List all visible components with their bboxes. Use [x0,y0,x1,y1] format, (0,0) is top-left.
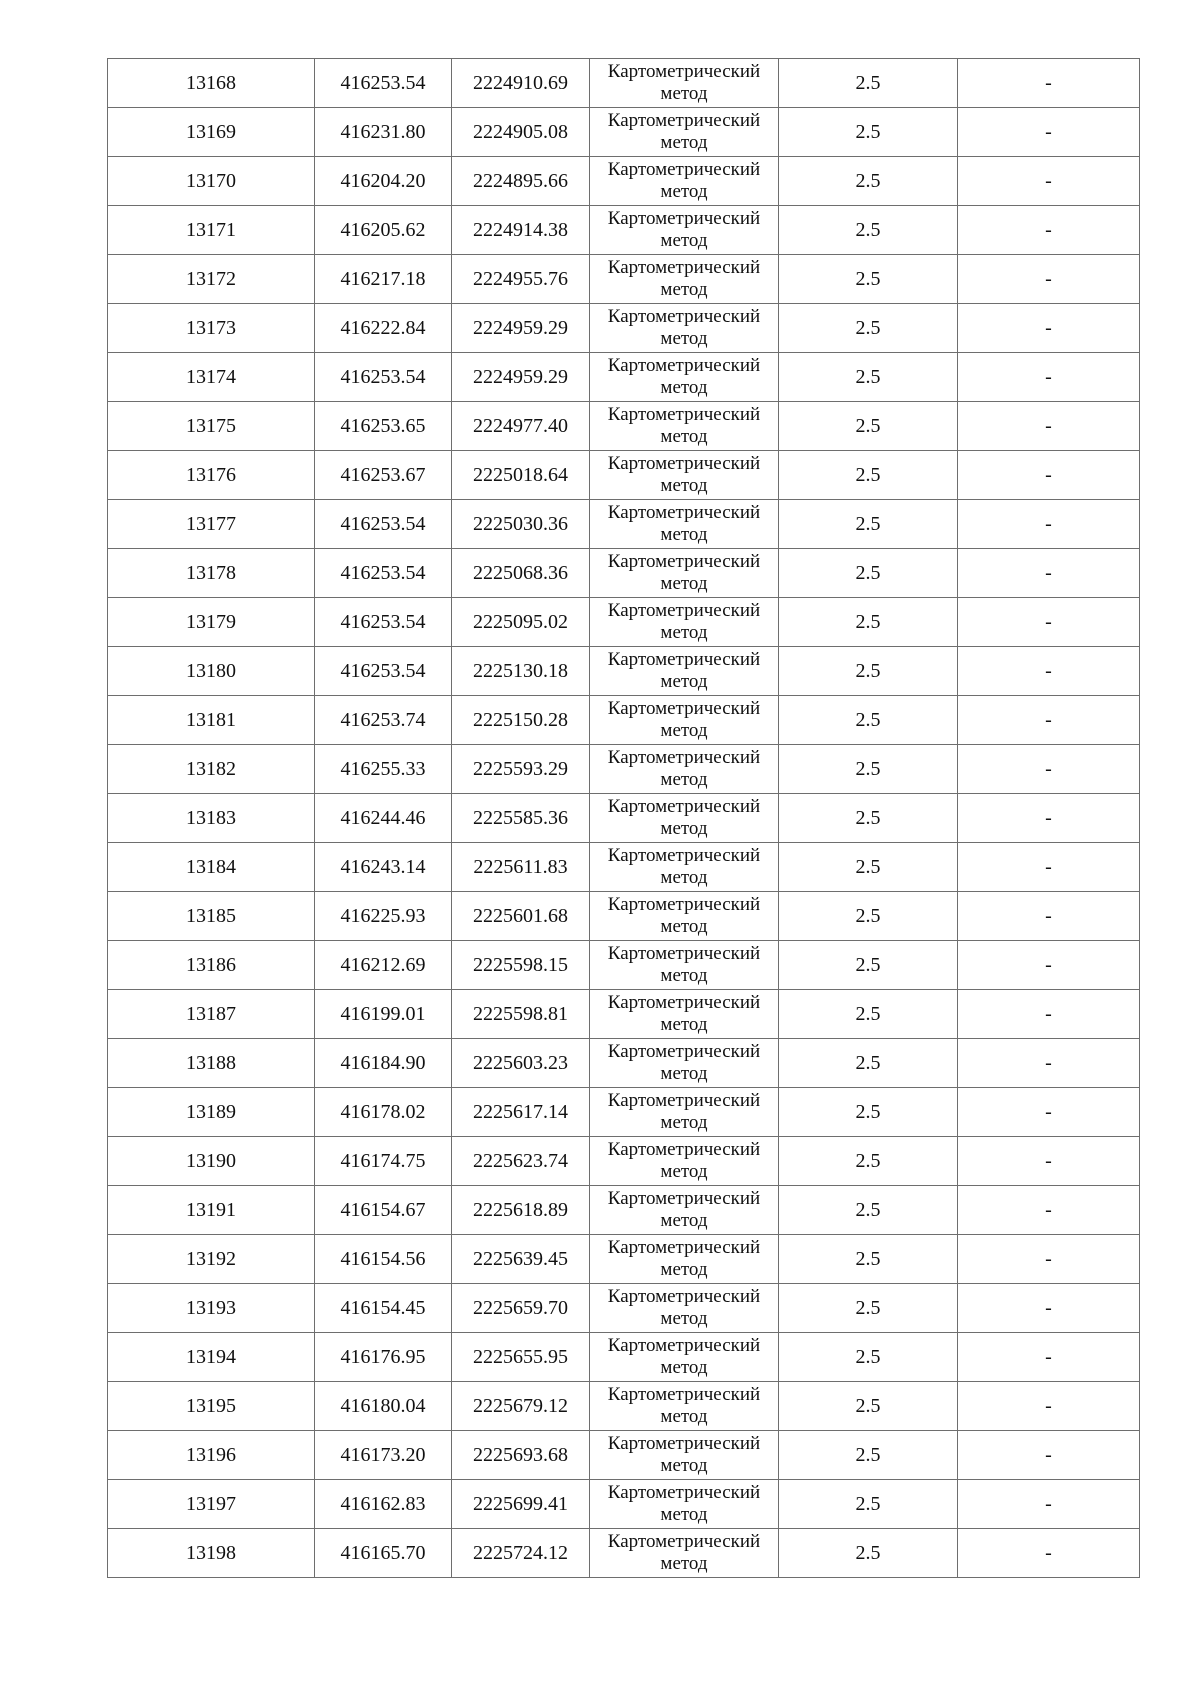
method-line-2: метод [660,279,708,300]
method-line-1: Картометрический [607,61,761,82]
error-cell: 2.5 [779,1431,958,1480]
method-cell [590,696,779,745]
table-row [108,500,1140,549]
point-number-cell: 13179 [108,598,315,647]
method-line-2: метод [660,1455,708,1476]
method-line-1: Картометрический [607,1531,761,1552]
note-cell: - [958,941,1140,990]
method-line-2: метод [660,1210,708,1231]
y-coordinate-cell: 2224955.76 [452,255,590,304]
table-row [108,59,1140,108]
method-line-2: метод [660,1112,708,1133]
method-cell [590,892,779,941]
x-coordinate-cell: 416165.70 [315,1529,452,1578]
method-line-2: метод [660,475,708,496]
method-line-1: Картометрический [607,404,761,425]
method-cell [590,1186,779,1235]
error-cell: 2.5 [779,206,958,255]
error-cell: 2.5 [779,157,958,206]
method-line-1: Картометрический [607,943,761,964]
point-number-cell: 13170 [108,157,315,206]
y-coordinate-cell: 2224977.40 [452,402,590,451]
method-line-2: метод [660,230,708,251]
method-cell [590,1529,779,1578]
x-coordinate-cell: 416205.62 [315,206,452,255]
x-coordinate-cell: 416253.54 [315,549,452,598]
table-row [108,549,1140,598]
y-coordinate-cell: 2225603.23 [452,1039,590,1088]
error-cell: 2.5 [779,304,958,353]
point-number-cell: 13194 [108,1333,315,1382]
table-row [108,108,1140,157]
y-coordinate-cell: 2225623.74 [452,1137,590,1186]
y-coordinate-cell: 2225598.15 [452,941,590,990]
method-cell [590,1039,779,1088]
method-line-2: метод [660,1504,708,1525]
method-cell [590,549,779,598]
error-cell: 2.5 [779,647,958,696]
note-cell: - [958,598,1140,647]
method-line-1: Картометрический [607,747,761,768]
method-line-1: Картометрический [607,453,761,474]
y-coordinate-cell: 2225068.36 [452,549,590,598]
method-cell [590,1333,779,1382]
method-cell [590,402,779,451]
table-row [108,402,1140,451]
method-line-1: Картометрический [607,698,761,719]
note-cell: - [958,1284,1140,1333]
table-row [108,353,1140,402]
table-row [108,647,1140,696]
error-cell: 2.5 [779,892,958,941]
method-line-2: метод [660,181,708,202]
point-number-cell: 13183 [108,794,315,843]
method-line-2: метод [660,867,708,888]
method-cell [590,206,779,255]
note-cell: - [958,1431,1140,1480]
method-line-1: Картометрический [607,159,761,180]
point-number-cell: 13185 [108,892,315,941]
table-row [108,843,1140,892]
note-cell: - [958,1186,1140,1235]
method-line-2: метод [660,377,708,398]
error-cell: 2.5 [779,1039,958,1088]
point-number-cell: 13172 [108,255,315,304]
method-line-2: метод [660,1063,708,1084]
method-line-1: Картометрический [607,208,761,229]
point-number-cell: 13180 [108,647,315,696]
point-number-cell: 13198 [108,1529,315,1578]
method-cell [590,500,779,549]
x-coordinate-cell: 416180.04 [315,1382,452,1431]
method-line-2: метод [660,1553,708,1574]
x-coordinate-cell: 416204.20 [315,157,452,206]
method-cell [590,794,779,843]
y-coordinate-cell: 2225598.81 [452,990,590,1039]
y-coordinate-cell: 2224910.69 [452,59,590,108]
y-coordinate-cell: 2225593.29 [452,745,590,794]
point-number-cell: 13197 [108,1480,315,1529]
x-coordinate-cell: 416253.54 [315,59,452,108]
method-cell [590,157,779,206]
method-line-2: метод [660,426,708,447]
note-cell: - [958,1137,1140,1186]
table-row [108,304,1140,353]
coordinates-table [107,58,1140,1578]
x-coordinate-cell: 416253.74 [315,696,452,745]
x-coordinate-cell: 416212.69 [315,941,452,990]
point-number-cell: 13184 [108,843,315,892]
error-cell: 2.5 [779,1529,958,1578]
point-number-cell: 13193 [108,1284,315,1333]
note-cell: - [958,108,1140,157]
point-number-cell: 13171 [108,206,315,255]
error-cell: 2.5 [779,990,958,1039]
table-row [108,1039,1140,1088]
error-cell: 2.5 [779,1284,958,1333]
point-number-cell: 13181 [108,696,315,745]
method-line-2: метод [660,132,708,153]
y-coordinate-cell: 2224959.29 [452,304,590,353]
method-line-1: Картометрический [607,502,761,523]
point-number-cell: 13188 [108,1039,315,1088]
point-number-cell: 13182 [108,745,315,794]
error-cell: 2.5 [779,794,958,843]
error-cell: 2.5 [779,843,958,892]
table-row [108,1431,1140,1480]
x-coordinate-cell: 416162.83 [315,1480,452,1529]
error-cell: 2.5 [779,1480,958,1529]
x-coordinate-cell: 416253.65 [315,402,452,451]
x-coordinate-cell: 416253.67 [315,451,452,500]
y-coordinate-cell: 2225601.68 [452,892,590,941]
note-cell: - [958,157,1140,206]
x-coordinate-cell: 416231.80 [315,108,452,157]
method-cell [590,1382,779,1431]
error-cell: 2.5 [779,598,958,647]
table-row [108,1137,1140,1186]
point-number-cell: 13173 [108,304,315,353]
table-row [108,157,1140,206]
note-cell: - [958,549,1140,598]
x-coordinate-cell: 416184.90 [315,1039,452,1088]
error-cell: 2.5 [779,941,958,990]
x-coordinate-cell: 416243.14 [315,843,452,892]
note-cell: - [958,500,1140,549]
error-cell: 2.5 [779,1088,958,1137]
method-line-2: метод [660,916,708,937]
note-cell: - [958,647,1140,696]
point-number-cell: 13191 [108,1186,315,1235]
method-line-2: метод [660,1357,708,1378]
note-cell: - [958,1529,1140,1578]
error-cell: 2.5 [779,1333,958,1382]
note-cell: - [958,402,1140,451]
method-cell [590,598,779,647]
method-line-2: метод [660,1308,708,1329]
error-cell: 2.5 [779,402,958,451]
method-line-2: метод [660,1014,708,1035]
x-coordinate-cell: 416217.18 [315,255,452,304]
table-row [108,451,1140,500]
table-row [108,1284,1140,1333]
note-cell: - [958,1088,1140,1137]
x-coordinate-cell: 416253.54 [315,353,452,402]
method-line-2: метод [660,328,708,349]
method-cell [590,1235,779,1284]
y-coordinate-cell: 2225018.64 [452,451,590,500]
method-cell [590,353,779,402]
y-coordinate-cell: 2224914.38 [452,206,590,255]
method-cell [590,941,779,990]
method-cell [590,745,779,794]
method-line-1: Картометрический [607,1286,761,1307]
point-number-cell: 13169 [108,108,315,157]
method-line-2: метод [660,720,708,741]
note-cell: - [958,1382,1140,1431]
note-cell: - [958,990,1140,1039]
table-row [108,1186,1140,1235]
method-line-1: Картометрический [607,796,761,817]
table-row [108,794,1140,843]
y-coordinate-cell: 2225150.28 [452,696,590,745]
error-cell: 2.5 [779,59,958,108]
x-coordinate-cell: 416154.56 [315,1235,452,1284]
method-cell [590,59,779,108]
error-cell: 2.5 [779,353,958,402]
note-cell: - [958,353,1140,402]
error-cell: 2.5 [779,1382,958,1431]
note-cell: - [958,892,1140,941]
method-cell [590,255,779,304]
x-coordinate-cell: 416225.93 [315,892,452,941]
note-cell: - [958,1480,1140,1529]
method-line-2: метод [660,573,708,594]
point-number-cell: 13187 [108,990,315,1039]
method-line-2: метод [660,818,708,839]
note-cell: - [958,1235,1140,1284]
y-coordinate-cell: 2225655.95 [452,1333,590,1382]
y-coordinate-cell: 2225618.89 [452,1186,590,1235]
x-coordinate-cell: 416176.95 [315,1333,452,1382]
method-line-1: Картометрический [607,1335,761,1356]
note-cell: - [958,206,1140,255]
error-cell: 2.5 [779,1137,958,1186]
method-cell [590,304,779,353]
method-line-2: метод [660,769,708,790]
note-cell: - [958,696,1140,745]
method-cell [590,108,779,157]
method-line-1: Картометрический [607,1482,761,1503]
method-line-2: метод [660,622,708,643]
y-coordinate-cell: 2224905.08 [452,108,590,157]
y-coordinate-cell: 2225617.14 [452,1088,590,1137]
table-row [108,1480,1140,1529]
method-cell [590,1431,779,1480]
table-row [108,990,1140,1039]
method-line-2: метод [660,965,708,986]
x-coordinate-cell: 416173.20 [315,1431,452,1480]
method-line-1: Картометрический [607,992,761,1013]
method-cell [590,1088,779,1137]
method-line-2: метод [660,1161,708,1182]
y-coordinate-cell: 2225639.45 [452,1235,590,1284]
error-cell: 2.5 [779,255,958,304]
method-line-1: Картометрический [607,257,761,278]
x-coordinate-cell: 416244.46 [315,794,452,843]
method-cell [590,451,779,500]
x-coordinate-cell: 416154.67 [315,1186,452,1235]
method-cell [590,1480,779,1529]
method-line-1: Картометрический [607,894,761,915]
table-row [108,1088,1140,1137]
method-line-1: Картометрический [607,551,761,572]
method-line-1: Картометрический [607,1090,761,1111]
x-coordinate-cell: 416253.54 [315,500,452,549]
point-number-cell: 13192 [108,1235,315,1284]
error-cell: 2.5 [779,500,958,549]
table-row [108,1529,1140,1578]
y-coordinate-cell: 2225585.36 [452,794,590,843]
x-coordinate-cell: 416178.02 [315,1088,452,1137]
table-body [108,59,1140,1578]
point-number-cell: 13190 [108,1137,315,1186]
y-coordinate-cell: 2225724.12 [452,1529,590,1578]
x-coordinate-cell: 416174.75 [315,1137,452,1186]
method-line-2: метод [660,671,708,692]
method-line-2: метод [660,1406,708,1427]
table-row [108,255,1140,304]
table-row [108,696,1140,745]
point-number-cell: 13178 [108,549,315,598]
point-number-cell: 13189 [108,1088,315,1137]
y-coordinate-cell: 2224895.66 [452,157,590,206]
table-row [108,1333,1140,1382]
point-number-cell: 13196 [108,1431,315,1480]
y-coordinate-cell: 2225699.41 [452,1480,590,1529]
error-cell: 2.5 [779,745,958,794]
x-coordinate-cell: 416255.33 [315,745,452,794]
method-line-1: Картометрический [607,1237,761,1258]
note-cell: - [958,1039,1140,1088]
table-row [108,745,1140,794]
error-cell: 2.5 [779,108,958,157]
point-number-cell: 13168 [108,59,315,108]
method-line-1: Картометрический [607,649,761,670]
error-cell: 2.5 [779,1235,958,1284]
method-cell [590,647,779,696]
note-cell: - [958,1333,1140,1382]
method-cell [590,1137,779,1186]
x-coordinate-cell: 416222.84 [315,304,452,353]
error-cell: 2.5 [779,549,958,598]
method-line-1: Картометрический [607,845,761,866]
error-cell: 2.5 [779,1186,958,1235]
y-coordinate-cell: 2225659.70 [452,1284,590,1333]
note-cell: - [958,843,1140,892]
method-line-2: метод [660,1259,708,1280]
table-row [108,892,1140,941]
y-coordinate-cell: 2225611.83 [452,843,590,892]
y-coordinate-cell: 2225130.18 [452,647,590,696]
note-cell: - [958,59,1140,108]
x-coordinate-cell: 416154.45 [315,1284,452,1333]
table-row [108,1382,1140,1431]
error-cell: 2.5 [779,696,958,745]
table-row [108,206,1140,255]
method-line-1: Картометрический [607,355,761,376]
note-cell: - [958,451,1140,500]
note-cell: - [958,255,1140,304]
note-cell: - [958,794,1140,843]
point-number-cell: 13186 [108,941,315,990]
method-line-2: метод [660,524,708,545]
error-cell: 2.5 [779,451,958,500]
y-coordinate-cell: 2225679.12 [452,1382,590,1431]
x-coordinate-cell: 416199.01 [315,990,452,1039]
table-row [108,1235,1140,1284]
point-number-cell: 13175 [108,402,315,451]
method-line-1: Картометрический [607,1139,761,1160]
method-line-1: Картометрический [607,1041,761,1062]
method-line-1: Картометрический [607,306,761,327]
method-cell [590,843,779,892]
y-coordinate-cell: 2225095.02 [452,598,590,647]
point-number-cell: 13195 [108,1382,315,1431]
method-line-1: Картометрический [607,1384,761,1405]
point-number-cell: 13177 [108,500,315,549]
y-coordinate-cell: 2225030.36 [452,500,590,549]
note-cell: - [958,745,1140,794]
method-line-1: Картометрический [607,110,761,131]
point-number-cell: 13176 [108,451,315,500]
method-line-2: метод [660,83,708,104]
y-coordinate-cell: 2225693.68 [452,1431,590,1480]
point-number-cell: 13174 [108,353,315,402]
table-row [108,598,1140,647]
table-row [108,941,1140,990]
method-cell [590,1284,779,1333]
method-line-1: Картометрический [607,1188,761,1209]
y-coordinate-cell: 2224959.29 [452,353,590,402]
method-line-1: Картометрический [607,1433,761,1454]
method-line-1: Картометрический [607,600,761,621]
x-coordinate-cell: 416253.54 [315,647,452,696]
method-cell [590,990,779,1039]
note-cell: - [958,304,1140,353]
x-coordinate-cell: 416253.54 [315,598,452,647]
